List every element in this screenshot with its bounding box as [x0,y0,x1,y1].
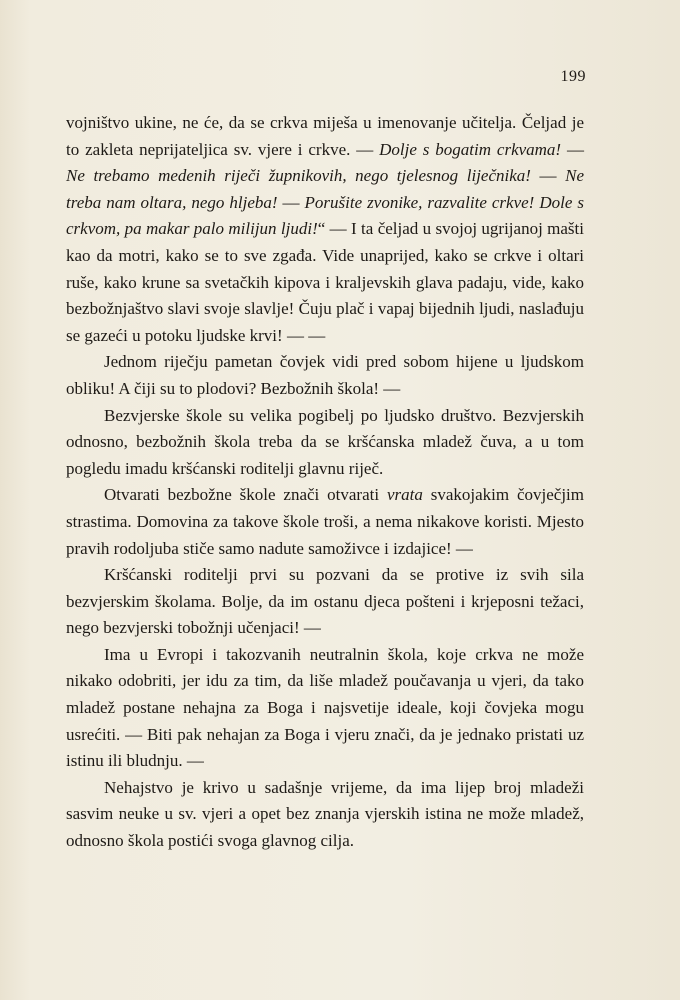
paragraph [66,110,584,349]
paragraph [66,562,584,642]
paragraph [66,482,584,562]
paragraph [66,349,584,402]
page-number: 199 [560,68,586,85]
text-segment: Jednom riječju pametan čovjek vidi pred sobom hijene u ljudskom obliku! A čiji su to plodovi? Bezbožnih škola! — [66,352,584,398]
text-segment: — [561,139,584,159]
text-segment: Otvarati bezbožne škole znači otvarati [104,485,387,505]
text-segment: — [277,192,305,212]
text-segment: Ima u Evropi i takozvanih neutralnin škola, koje crkva ne može nikako odobriti, jer idu za tim, da liše mladež poučavanja u vjeri, da tako mladež postane nehajna za Boga i najsvetije ideale, koji čovjeka mogu usrećiti. — Biti pak nehajan za Boga i vjeru znači, da je jednako pristati uz istinu ili bludnju. — [66,644,584,771]
text-segment: Kršćanski roditelji prvi su pozvani da se protive iz svih sila bezvjerskim školama. Bolje, da im ostanu djeca pošteni i krjeposni težaci, nego bezvjerski tobožnji učenjaci! — [66,565,584,638]
body-text [66,110,584,855]
italic-text-segment: Dolje s bogatim crkvama! [379,139,562,159]
paragraph [66,642,584,775]
text-segment: — [530,166,566,186]
text-segment: svakojakim čovječjim strastima. Domovina za takove škole troši, a nema nikakove koristi. Mjesto pravih rodoljuba stiče samo nadute samoživce i izdajice! — [66,485,585,558]
paragraph [66,775,584,855]
italic-text-segment: Ne treba nam oltara, nego hljeba! [66,166,584,212]
italic-text-segment: vrata [386,485,423,505]
text-segment: Nehajstvo je krivo u sadašnje vrijeme, da ima lijep broj mladeži sasvim neuke u sv. vjeri a opet bez znanja vjerskih istina ne može mladež, odnosno škola postići svoga glavnog cilja. [66,777,584,851]
paragraph [66,403,584,483]
text-segment: “ — I ta čeljad u svojoj ugrijanoj mašti kao da motri, kako se to sve zgađa. Vide unaprijed, kako se crkve i oltari ruše, kako krune sa svetačkih kipova i kraljevskih glava padaju, vide, kako bezbožnjaštvo slavi svoje slavlje! Čuju plač i vapaj bijednih ljudi, naslađuju se gazeći u potoku ljudske krvi! — — [66,219,584,345]
italic-text-segment: Porušite zvonike, razvalite crkve! Dole s crkvom, pa makar palo milijun ljudi! [66,192,584,239]
text-segment: Bezvjerske škole su velika pogibelj po ljudsko društvo. Bezvjerskih odnosno, bezbožnih škola treba da se kršćanska mladež čuva, a u tom pogledu imadu kršćanski roditelji glavnu riječ. [66,405,584,478]
text-segment: vojništvo ukine, ne će, da se crkva miješa u imenovanje učitelja. Čeljad je to zakleta neprijateljica sv. vjere i crkve. — [66,113,584,159]
italic-text-segment: Ne trebamo medenih riječi župnikovih, nego tjelesnog liječnika! [66,166,531,186]
